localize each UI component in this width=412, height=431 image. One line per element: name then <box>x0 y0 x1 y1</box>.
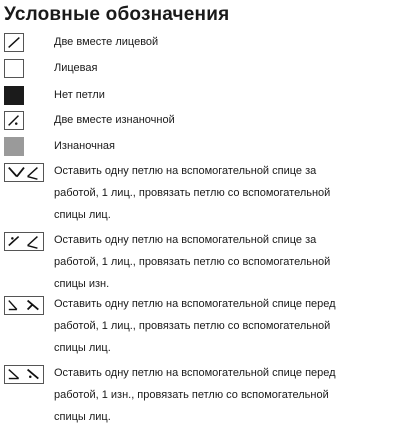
cable-line: работой, 1 лиц., провязать петлю со вспомогательной <box>54 256 331 268</box>
cable-line: работой, 1 изн., провязать петлю со вспомогательной <box>54 389 329 401</box>
cable-description <box>54 362 406 428</box>
cable-description <box>54 229 406 295</box>
k2tog-icon <box>4 33 24 52</box>
legend-title: Условные обозначения <box>4 4 230 25</box>
cable-line: Оставить одну петлю на вспомогательной спице за <box>54 165 317 177</box>
legend-label: Изнаночная <box>54 140 115 152</box>
cable-line: работой, 1 лиц., провязать петлю со вспомогательной <box>54 187 331 199</box>
legend-label: Нет петли <box>54 89 105 101</box>
cable-line: Оставить одну петлю на вспомогательной спице перед <box>54 298 336 310</box>
cable-line: спицы лиц. <box>54 342 111 354</box>
no-stitch-icon <box>4 86 24 105</box>
purl-icon <box>4 137 24 156</box>
cable-back-purl-icon <box>4 232 44 251</box>
cable-line: Оставить одну петлю на вспомогательной спице перед <box>54 367 336 379</box>
cable-line: Оставить одну петлю на вспомогательной спице за <box>54 234 317 246</box>
cable-front-purl-icon <box>4 365 44 384</box>
legend-label: Лицевая <box>54 62 98 74</box>
cable-description <box>54 160 406 226</box>
p2tog-icon <box>4 111 24 130</box>
legend-label: Две вместе изнаночной <box>54 114 175 126</box>
cable-line: спицы лиц. <box>54 209 111 221</box>
legend-label: Две вместе лицевой <box>54 36 159 48</box>
cable-line: спицы изн. <box>54 278 110 290</box>
cable-line: спицы лиц. <box>54 411 111 423</box>
cable-line: работой, 1 лиц., провязать петлю со вспомогательной <box>54 320 331 332</box>
knit-icon <box>4 59 24 78</box>
cable-back-knit-icon <box>4 163 44 182</box>
cable-description <box>54 293 406 359</box>
cable-front-knit-icon <box>4 296 44 315</box>
